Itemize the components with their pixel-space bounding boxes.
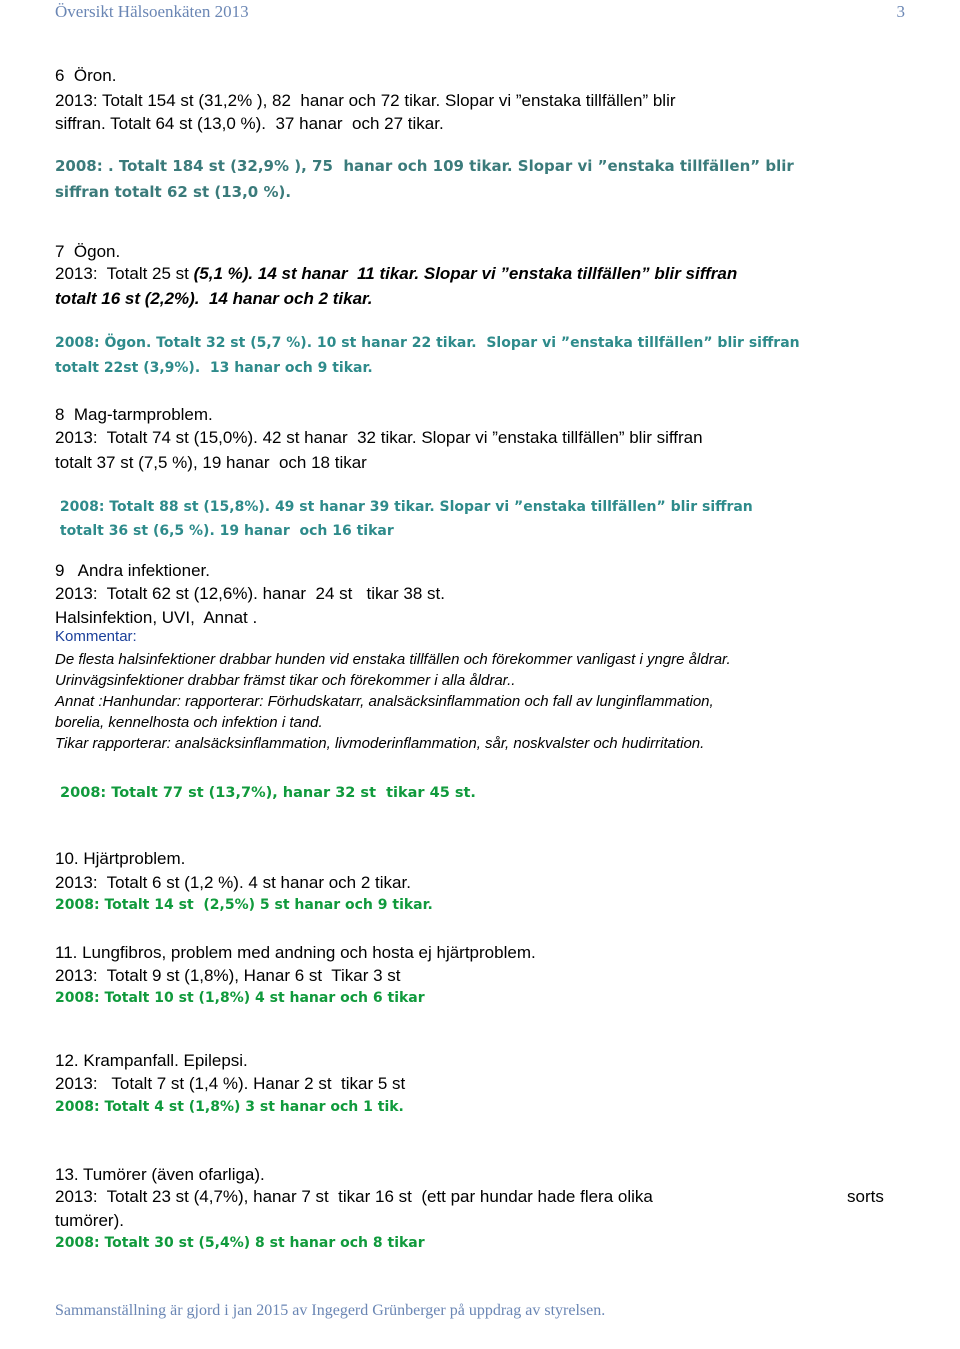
section-9-comment-line4: borelia, kennelhosta och infektion i tand. xyxy=(55,714,323,731)
section-8-2013-line2: totalt 37 st (7,5 %), 19 hanar och 18 tikar xyxy=(55,453,367,472)
section-9-heading: 9 Andra infektioner. xyxy=(55,561,210,580)
section-7-2008-line1: 2008: Ögon. Totalt 32 st (5,7 %). 10 st hanar 22 tikar. Slopar vi ”enstaka tillfällen” blir siffran xyxy=(55,335,800,351)
section-6-2008-line1: 2008: . Totalt 184 st (32,9% ), 75 hanar och 109 tikar. Slopar vi ”enstaka tillfällen” blir xyxy=(55,157,794,175)
section-9-comment-line1: De flesta halsinfektioner drabbar hunden vid enstaka tillfällen och förekommer vanligast i yngre åldrar. xyxy=(55,651,731,668)
section-12-2008-line: 2008: Totalt 4 st (1,8%) 3 st hanar och 1 tik. xyxy=(55,1099,404,1115)
section-9-comment-line2: Urinvägsinfektioner drabbar främst tikar och förekommer i alla åldrar.. xyxy=(55,672,516,689)
section-12-2013-line: 2013: Totalt 7 st (1,4 %). Hanar 2 st tikar 5 st xyxy=(55,1074,406,1093)
section-8-2013-line1: 2013: Totalt 74 st (15,0%). 42 st hanar 32 tikar. Slopar vi ”enstaka tillfällen” blir siffran xyxy=(55,428,703,447)
page-number: 3 xyxy=(896,2,905,21)
section-6-2013-line2: siffran. Totalt 64 st (13,0 %). 37 hanar och 27 tikar. xyxy=(55,114,444,133)
section-6-2008-line2: siffran totalt 62 st (13,0 %). xyxy=(55,183,292,201)
section-13-2013-line1-end: sorts xyxy=(847,1187,884,1206)
section-9-2008-line: 2008: Totalt 77 st (13,7%), hanar 32 st tikar 45 st. xyxy=(55,785,476,801)
section-9-comment-label: Kommentar: xyxy=(55,628,137,645)
section-7-2013-line2: totalt 16 st (2,2%). 14 hanar och 2 tikar. xyxy=(55,289,373,308)
section-11-2008-line: 2008: Totalt 10 st (1,8%) 4 st hanar och 6 tikar xyxy=(55,990,425,1006)
section-10-2008-line: 2008: Totalt 14 st (2,5%) 5 st hanar och 9 tikar. xyxy=(55,897,433,913)
section-10-2013-line: 2013: Totalt 6 st (1,2 %). 4 st hanar och 2 tikar. xyxy=(55,873,411,892)
section-13-2008-line: 2008: Totalt 30 st (5,4%) 8 st hanar och 8 tikar xyxy=(55,1235,425,1251)
section-13-2013-line2: tumörer). xyxy=(55,1211,124,1230)
section-7-2013-line1: 2013: Totalt 25 st (5,1 %). 14 st hanar 11 tikar. Slopar vi ”enstaka tillfällen” blir siffran xyxy=(55,264,738,283)
section-7-heading: 7 Ögon. xyxy=(55,242,121,261)
section-7-2008-line2: totalt 22st (3,9%). 13 hanar och 9 tikar. xyxy=(55,360,373,376)
section-13-heading: 13. Tumörer (även ofarliga). xyxy=(55,1165,265,1184)
section-10-heading: 10. Hjärtproblem. xyxy=(55,849,186,868)
section-13-2013-line1: 2013: Totalt 23 st (4,7%), hanar 7 st tikar 16 st (ett par hundar hade flera olika xyxy=(55,1187,653,1206)
footer-text: Sammanställning är gjord i jan 2015 av Ingegerd Grünberger på uppdrag av styrelsen. xyxy=(55,1302,606,1319)
section-11-heading: 11. Lungfibros, problem med andning och hosta ej hjärtproblem. xyxy=(55,943,536,962)
section-12-heading: 12. Krampanfall. Epilepsi. xyxy=(55,1051,248,1070)
section-8-heading: 8 Mag-tarmproblem. xyxy=(55,405,213,424)
section-8-2008-line2: totalt 36 st (6,5 %). 19 hanar och 16 tikar xyxy=(55,523,394,539)
section-11-2013-line: 2013: Totalt 9 st (1,8%), Hanar 6 st Tikar 3 st xyxy=(55,966,401,985)
section-9-comment-line5: Tikar rapporterar: analsäcksinflammation, livmoderinflammation, sår, noskvalster och hudirritation. xyxy=(55,735,705,752)
section-6-heading: 6 Öron. xyxy=(55,66,117,85)
section-8-2008-line1: 2008: Totalt 88 st (15,8%). 49 st hanar 39 tikar. Slopar vi ”enstaka tillfällen” blir siffran xyxy=(55,499,753,515)
header-title: Översikt Hälsoenkäten 2013 xyxy=(55,2,249,21)
section-9-2013-line1: 2013: Totalt 62 st (12,6%). hanar 24 st tikar 38 st. xyxy=(55,584,445,603)
section-9-comment-line3: Annat :Hanhundar: rapporterar: Förhudskatarr, analsäcksinflammation och fall av lunginflammation, xyxy=(55,693,714,710)
section-9-2013-line2: Halsinfektion, UVI, Annat . xyxy=(55,608,258,627)
section-6-2013-line1: 2013: Totalt 154 st (31,2% ), 82 hanar och 72 tikar. Slopar vi ”enstaka tillfällen” blir xyxy=(55,91,676,110)
